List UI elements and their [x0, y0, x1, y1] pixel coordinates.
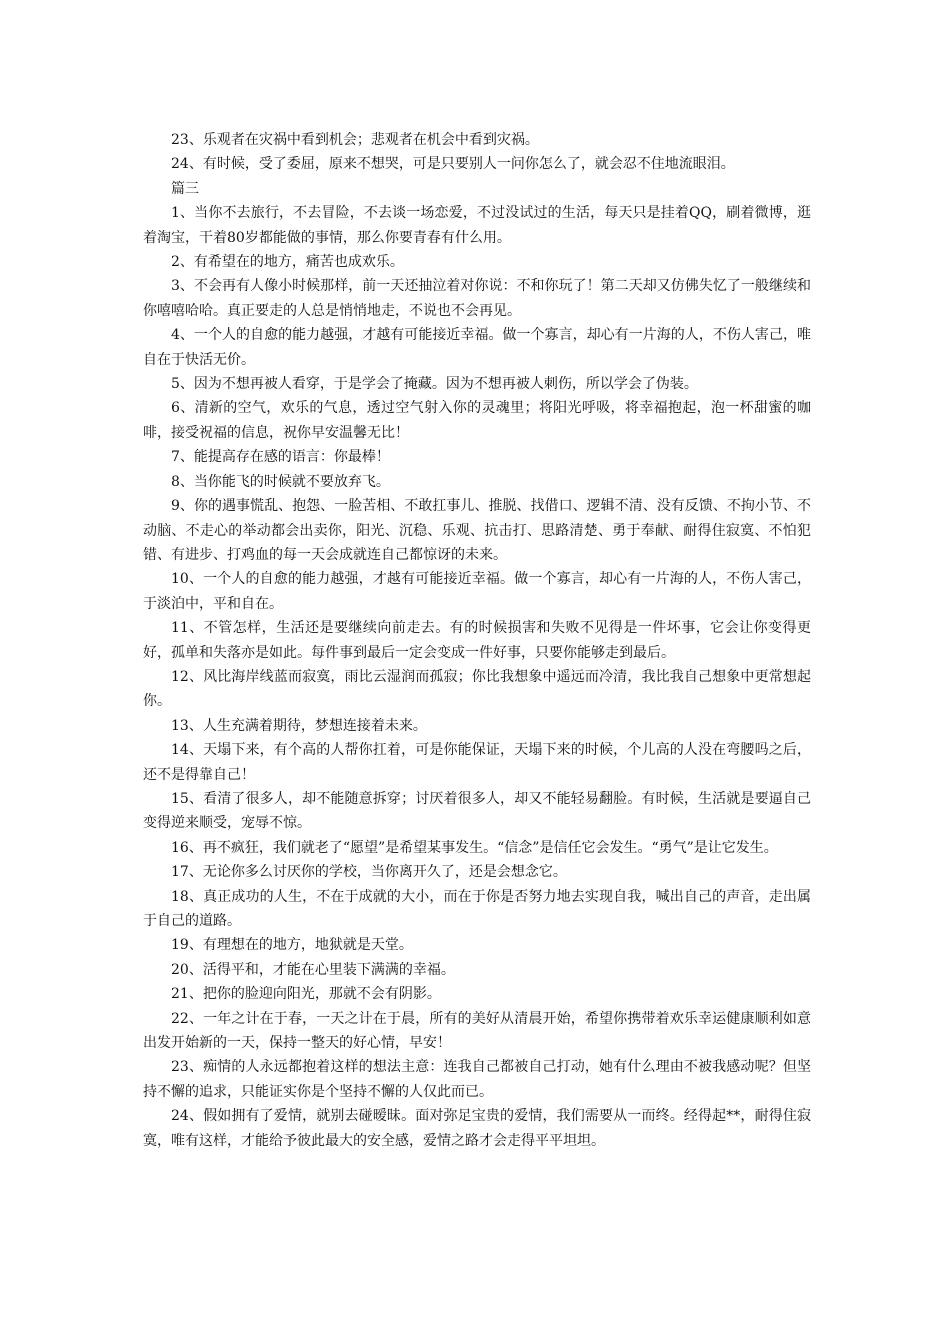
paragraph: 19、有理想在的地方，地狱就是天堂。	[171, 937, 413, 954]
paragraph: 22、一年之计在于春，一天之计在于晨，所有的美好从清晨开始，希望你携带着欢乐幸运健康顺利如意出发开始新的一天，保持一整天的好心情，早安！	[143, 1010, 811, 1052]
paragraph: 4、一个人的自愈的能力越强，才越有可能接近幸福。做一个寡言，却心有一片海的人，不伤人害己，唯自在于快活无价。	[143, 327, 811, 368]
paragraph: 16、再不疯狂，我们就老了“愿望”是希望某事发生。“信念”是信任它会发生。“勇气”是让它发生。	[171, 839, 778, 856]
paragraph: 3、不会再有人像小时候那样，前一天还抽泣着对你说：不和你玩了！第二天却又仿佛失忆了一般继续和你嘻嘻哈哈。真正要走的人总是悄悄地走，不说也不会再见。	[143, 278, 811, 319]
paragraph: 20、活得平和，才能在心里装下满满的幸福。	[171, 961, 455, 978]
paragraph: 7、能提高存在感的语言：你最棒！	[171, 449, 390, 466]
paragraph: 12、风比海岸线蓝而寂寞，雨比云湿润而孤寂；你比我想象中遥远而冷清，我比我自己想象中更常想起你。	[143, 668, 811, 710]
paragraph: 14、天塌下来，有个高的人帮你扛着，可是你能保证，天塌下来的时候，个儿高的人没在弯腰吗之后，还不是得靠自己！	[143, 742, 811, 783]
paragraph: 23、乐观者在灾祸中看到机会；悲观者在机会中看到灾祸。	[171, 132, 539, 148]
section-title: 篇三	[171, 180, 199, 197]
paragraph: 18、真正成功的人生，不在于成就的大小，而在于你是否努力地去实现自我，喊出自己的声音，走出属于自己的道路。	[143, 888, 811, 929]
paragraph: 10、一个人的自愈的能力越强，才越有可能接近幸福。做一个寡言，却心有一片海的人，不伤人害己，于淡泊中，平和自在。	[143, 571, 811, 612]
paragraph: 15、看清了很多人，却不能随意拆穿；讨厌着很多人，却又不能轻易翻脸。有时候，生活就是要逼自己变得逆来顺受，宠辱不惊。	[143, 790, 811, 832]
paragraph: 24、有时候，受了委屈，原来不想哭，可是只要别人一问你怎么了，就会忍不住地流眼泪。	[171, 156, 735, 173]
paragraph: 23、痴情的人永远都抱着这样的想法主意：连我自己都被自己打动，她有什么理由不被我感动呢？但坚持不懈的追求，只能证实你是个坚持不懈的人仅此而已。	[143, 1059, 811, 1100]
paragraph: 8、当你能飞的时候就不要放弃飞。	[171, 473, 390, 490]
paragraph: 5、因为不想再被人看穿，于是学会了掩藏。因为不想再被人刺伤，所以学会了伪装。	[171, 376, 698, 393]
paragraph: 17、无论你多么讨厌你的学校，当你离开久了，还是会想念它。	[171, 864, 567, 881]
paragraph: 2、有希望在的地方，痛苦也成欢乐。	[171, 254, 404, 271]
paragraph: 6、清新的空气，欢乐的气息，透过空气射入你的灵魂里；将阳光呼吸，将幸福抱起，泡一杯甜蜜的咖啡，接受祝福的信息，祝你早安温馨无比！	[143, 400, 811, 441]
paragraph: 11、不管怎样，生活还是要继续向前走去。有的时候损害和失败不见得是一件坏事，它会让你变得更好，孤单和失落亦是如此。每件事到最后一定会变成一件好事，只要你能够走到最后。	[143, 620, 811, 661]
document-body	[143, 128, 811, 1153]
paragraph: 24、假如拥有了爱情，就别去碰暧昧。面对弥足宝贵的爱情，我们需要从一而终。经得起**，耐得住寂寞，唯有这样，才能给予彼此最大的安全感，爱情之路才会走得平平坦坦。	[143, 1108, 811, 1149]
paragraph: 13、人生充满着期待，梦想连接着未来。	[171, 717, 427, 734]
paragraph: 9、你的遇事慌乱、抱怨、一脸苦相、不敢扛事儿、推脱、找借口、逻辑不清、没有反馈、不拘小节、不动脑、不走心的举动都会出卖你，阳光、沉稳、乐观、抗击打、思路清楚、勇于奉献、耐得住寂寞、不怕犯错、有进步、打鸡血的每一天会成就连自己都惊讶的未来。	[143, 498, 811, 563]
paragraph: 21、把你的脸迎向阳光，那就不会有阴影。	[171, 986, 441, 1003]
paragraph: 1、当你不去旅行，不去冒险，不去谈一场恋爱，不过没试过的生活，每天只是挂着QQ，刷着微博，逛着淘宝，干着80岁都能做的事情，那么你要青春有什么用。	[143, 205, 811, 246]
